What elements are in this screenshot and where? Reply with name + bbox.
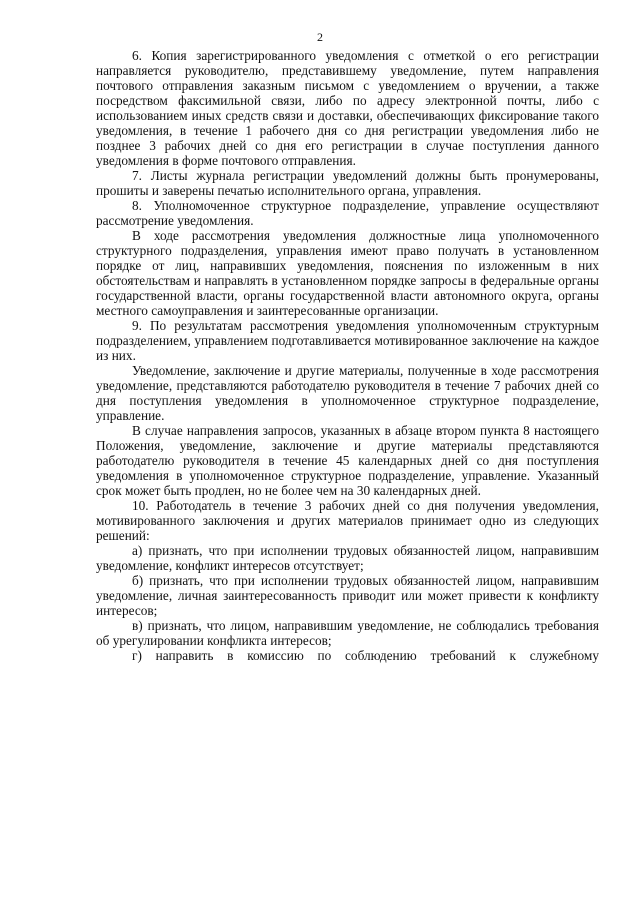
page-number: 2 [317, 30, 323, 44]
paragraph-6: 6. Копия зарегистрированного уведомления с отметкой о его регистрации направляется руководителю, представившему уведомление, путем направления почтового отправления заказным письмом с уведомлением о вручении, а также посредством факсимильной связи, либо по адресу электронной почты, либо с использованием иных средств связи и доставки, обеспечивающих фиксирование такого уведомления, в течение 1 рабочего дня со дня регистрации уведомления либо не позднее 3 рабочих дней со дня его регистрации в случае поступления данного уведомления в форме почтового отправления. [96, 48, 599, 168]
paragraph-8-review: В ходе рассмотрения уведомления должностные лица уполномоченного структурного подразделения, управления имеют право получать в установленном порядке от лиц, направивших уведомления, пояснения по изложенным в них обстоятельствам и направлять в установленном порядке запросы в федеральные органы государственной власти, органы государственной власти автономного округа, органы местного самоуправления и заинтересованные организации. [96, 228, 599, 318]
paragraph-9: 9. По результатам рассмотрения уведомления уполномоченным структурным подразделением, управлением подготавливается мотивированное заключение на каждое из них. [96, 318, 599, 363]
paragraph-8: 8. Уполномоченное структурное подразделение, управление осуществляют рассмотрение уведомления. [96, 198, 599, 228]
document-body [96, 48, 599, 663]
decision-a: а) признать, что при исполнении трудовых обязанностей лицом, направившим уведомление, конфликт интересов отсутствует; [96, 543, 599, 573]
paragraph-9-requests: В случае направления запросов, указанных в абзаце втором пункта 8 настоящего Положения, уведомление, заключение и другие материалы представляются работодателю руководителя в течение 45 календарных дней со дня поступления уведомления в уполномоченное структурное подразделение, управление. Указанный срок может быть продлен, но не более чем на 30 календарных дней. [96, 423, 599, 498]
decision-d: г) направить в комиссию по соблюдению требований к служебному [132, 648, 599, 663]
decision-c: в) признать, что лицом, направившим уведомление, не соблюдались требования об урегулировании конфликта интересов; [96, 618, 599, 648]
paragraph-10: 10. Работодатель в течение 3 рабочих дней со дня получения уведомления, мотивированного заключения и других материалов принимает одно из следующих решений: [96, 498, 599, 543]
paragraph-9-materials: Уведомление, заключение и другие материалы, полученные в ходе рассмотрения уведомление, представляются работодателю руководителя в течение 7 рабочих дней со дня поступления уведомления в уполномоченное структурное подразделение, управление. [96, 363, 599, 423]
paragraph-7: 7. Листы журнала регистрации уведомлений должны быть пронумерованы, прошиты и заверены печатью исполнительного органа, управления. [96, 168, 599, 198]
decision-b: б) признать, что при исполнении трудовых обязанностей лицом, направившим уведомление, личная заинтересованность приводит или может привести к конфликту интересов; [96, 573, 599, 618]
